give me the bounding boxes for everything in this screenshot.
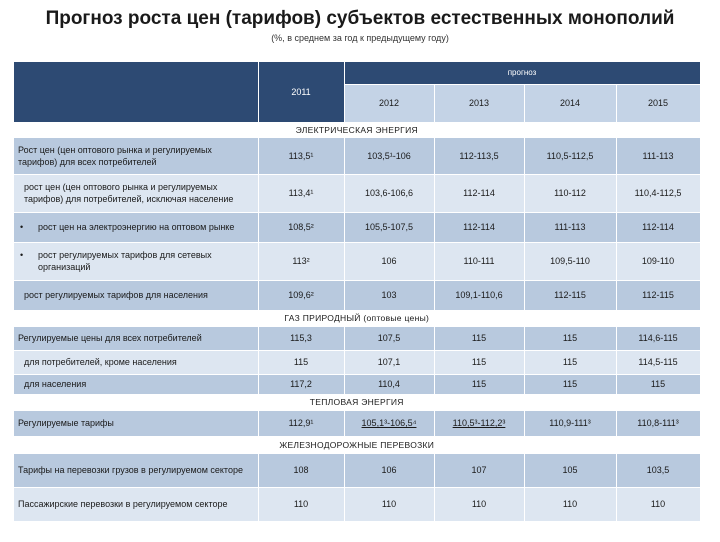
cell-2013: 112-113,5	[434, 137, 524, 174]
cell-2014: 110	[524, 487, 616, 521]
cell-2015: 110,8-111³	[616, 410, 700, 436]
cell-2012: 107,1	[344, 350, 434, 374]
table-row	[14, 280, 700, 310]
cell-2012: 110,4	[344, 374, 434, 394]
cell-2013: 110	[434, 487, 524, 521]
cell-2011: 115	[258, 350, 344, 374]
cell-2012: 105,1³-106,5⁴	[361, 418, 417, 428]
cell-2014: 105	[524, 453, 616, 487]
cell-2014: 111-113	[524, 212, 616, 242]
cell-2013: 110-111	[434, 242, 524, 280]
row-label: рост регулируемых тарифов для сетевых организаций	[38, 250, 212, 272]
row-label: Тарифы на перевозки грузов в регулируемом секторе	[14, 453, 258, 487]
cell-2013: 115	[434, 326, 524, 350]
cell-2011: 117,2	[258, 374, 344, 394]
cell-2015: 112-115	[616, 280, 700, 310]
row-label: Регулируемые цены для всех потребителей	[14, 326, 258, 350]
table-row	[14, 137, 700, 174]
row-label: рост цен на электроэнергию на оптовом рынке	[38, 222, 235, 232]
page-subtitle: (%, в среднем за год к предыдущему году)	[271, 33, 449, 43]
header-year-2014: 2014	[524, 84, 616, 122]
row-label: для потребителей, кроме населения	[14, 350, 258, 374]
table-row	[14, 212, 700, 242]
cell-2012: 105,5-107,5	[344, 212, 434, 242]
cell-2012: 107,5	[344, 326, 434, 350]
tariff-forecast-table	[14, 62, 701, 522]
table-row	[14, 350, 700, 374]
row-label: для населения	[14, 374, 258, 394]
header-year-2012: 2012	[344, 84, 434, 122]
bullet-icon: •	[20, 250, 24, 260]
cell-2013: 115	[434, 350, 524, 374]
cell-2014: 115	[524, 374, 616, 394]
row-label: Рост цен (цен оптового рынка и регулируемых тарифов) для всех потребителей	[14, 137, 258, 174]
cell-2014: 110,9-111³	[524, 410, 616, 436]
section-title-gas: ГАЗ ПРИРОДНЫЙ (оптовые цены)	[14, 310, 700, 326]
cell-2015: 112-114	[616, 212, 700, 242]
cell-2013: 110,5³-112,2³	[452, 418, 506, 428]
bullet-icon: •	[20, 222, 24, 232]
cell-2013: 112-114	[434, 174, 524, 212]
cell-2015: 114,5-115	[616, 350, 700, 374]
table-row	[14, 326, 700, 350]
cell-2011: 115,3	[258, 326, 344, 350]
cell-2014: 110-112	[524, 174, 616, 212]
table-row	[14, 453, 700, 487]
cell-2015: 110,4-112,5	[616, 174, 700, 212]
cell-2013: 109,1-110,6	[434, 280, 524, 310]
table-row	[14, 242, 700, 280]
cell-2012: 103,6-106,6	[344, 174, 434, 212]
row-label: Пассажирские перевозки в регулируемом секторе	[14, 487, 258, 521]
table-row	[14, 487, 700, 521]
cell-2011: 109,6²	[258, 280, 344, 310]
row-label: рост регулируемых тарифов для населения	[14, 280, 258, 310]
header-year-2011: 2011	[258, 62, 344, 122]
row-label: Регулируемые тарифы	[14, 410, 258, 436]
cell-2012: 110	[344, 487, 434, 521]
cell-2011: 108	[258, 453, 344, 487]
header-label-cell	[14, 62, 258, 122]
header-year-2013: 2013	[434, 84, 524, 122]
section-title-electricity: ЭЛЕКТРИЧЕСКАЯ ЭНЕРГИЯ	[14, 122, 700, 137]
cell-2012: 103	[344, 280, 434, 310]
cell-2014: 109,5-110	[524, 242, 616, 280]
cell-2012: 106	[344, 453, 434, 487]
cell-2012: 106	[344, 242, 434, 280]
cell-2015: 109-110	[616, 242, 700, 280]
cell-2015: 103,5	[616, 453, 700, 487]
cell-2011: 113,5¹	[258, 137, 344, 174]
cell-2014: 115	[524, 350, 616, 374]
section-title-heat: ТЕПЛОВАЯ ЭНЕРГИЯ	[14, 394, 700, 410]
cell-2013: 115	[434, 374, 524, 394]
table-row	[14, 374, 700, 394]
cell-2012: 103,5¹-106	[344, 137, 434, 174]
header-forecast: прогноз	[344, 62, 700, 84]
cell-2014: 110,5-112,5	[524, 137, 616, 174]
cell-2015: 111-113	[616, 137, 700, 174]
header-year-2015: 2015	[616, 84, 700, 122]
cell-2011: 108,5²	[258, 212, 344, 242]
cell-2015: 114,6-115	[616, 326, 700, 350]
cell-2014: 115	[524, 326, 616, 350]
page-title: Прогноз роста цен (тарифов) субъектов естественных монополий	[45, 8, 675, 29]
table-row	[14, 174, 700, 212]
row-label: рост цен (цен оптового рынка и регулируемых тарифов) для потребителей, исключая население	[14, 174, 258, 212]
table-row	[14, 410, 700, 436]
cell-2014: 112-115	[524, 280, 616, 310]
cell-2011: 113²	[258, 242, 344, 280]
section-title-railway: ЖЕЛЕЗНОДОРОЖНЫЕ ПЕРЕВОЗКИ	[14, 436, 700, 453]
cell-2013: 112-114	[434, 212, 524, 242]
cell-2015: 110	[616, 487, 700, 521]
cell-2015: 115	[616, 374, 700, 394]
cell-2011: 113,4¹	[258, 174, 344, 212]
cell-2013: 107	[434, 453, 524, 487]
cell-2011: 112,9¹	[258, 410, 344, 436]
cell-2011: 110	[258, 487, 344, 521]
